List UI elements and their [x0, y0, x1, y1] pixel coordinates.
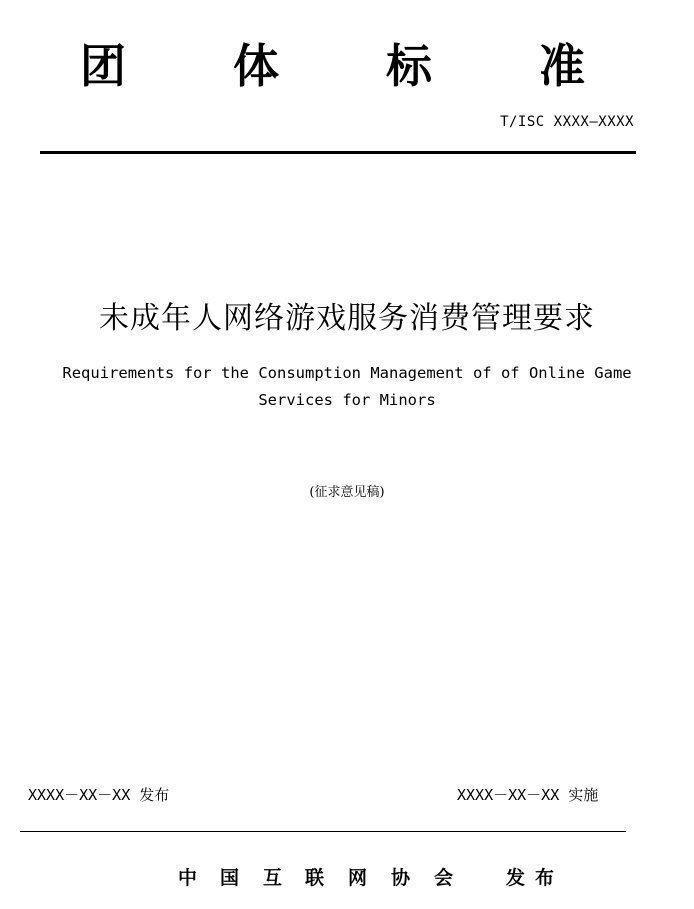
publisher-char: 中 — [178, 867, 198, 889]
publisher-char: 联 — [305, 867, 325, 889]
publish-action-char: 布 — [535, 867, 555, 889]
document-title-english — [20, 360, 674, 414]
header-divider — [40, 151, 636, 154]
heading-char: 团 — [80, 39, 126, 93]
heading-char: 体 — [233, 39, 279, 93]
publisher-char: 协 — [391, 867, 411, 889]
release-date: XXXX－XX－XX 发布 — [28, 786, 170, 804]
publish-action-char: 发 — [506, 867, 526, 889]
standard-category-heading — [0, 38, 694, 98]
publisher-char: 会 — [434, 867, 454, 889]
publisher-char: 网 — [348, 867, 368, 889]
document-title-chinese: 未成年人网络游戏服务消费管理要求 — [99, 301, 595, 336]
standard-number: T/ISC XXXX—XXXX — [500, 114, 634, 130]
draft-status-label: (征求意见稿) — [309, 485, 385, 500]
heading-char: 准 — [539, 39, 585, 93]
title-english-line-1: Requirements for the Consumption Management of of Online Game — [62, 364, 632, 382]
heading-char: 标 — [386, 39, 432, 93]
publisher-char: 互 — [263, 867, 283, 889]
implementation-date: XXXX－XX－XX 实施 — [457, 786, 599, 804]
title-english-line-2: Services for Minors — [258, 391, 436, 409]
footer-divider — [20, 831, 626, 832]
publisher-char: 国 — [220, 867, 240, 889]
publisher-line — [0, 865, 694, 891]
